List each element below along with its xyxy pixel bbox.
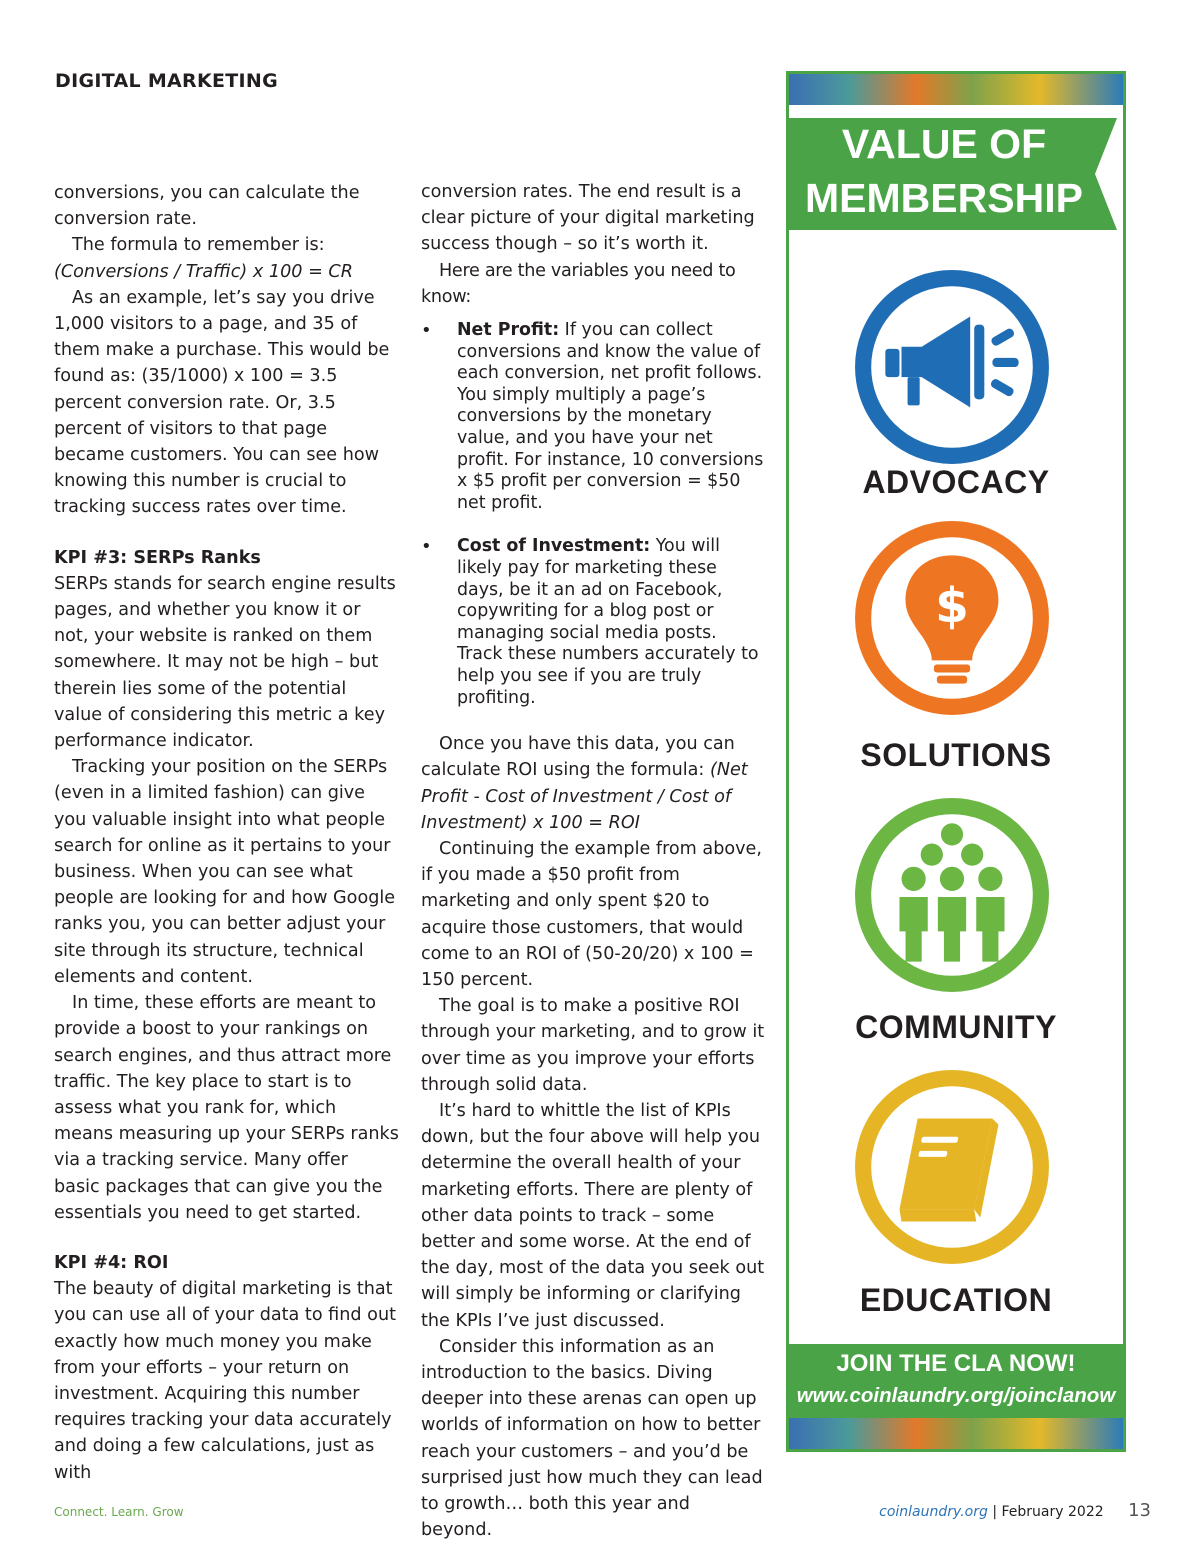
sidebar-title-line2: MEMBERSHIP [805,175,1083,221]
footer-issue: February 2022 [1001,1504,1104,1520]
paragraph: Here are the variables you need to know: [421,260,736,307]
sidebar-title-line1: VALUE OF [841,121,1047,167]
paragraph: conversion rates. The end result is a clear picture of your digital marketing success though – so it’s worth it. [421,182,755,255]
bullet-term: Cost of Investment: [457,536,651,557]
paragraph [421,731,766,836]
section-heading: DIGITAL MARKETING [55,70,278,92]
svg-text:$: $ [935,578,969,635]
bullet-term: Net Profit: [457,320,560,341]
rainbow-stripe-bottom [789,1418,1123,1449]
join-url-link[interactable]: www.coinlaundry.org/joinclanow [796,1384,1116,1407]
footer-site[interactable]: coinlaundry.org [879,1504,988,1520]
paragraph: It’s hard to whittle the list of KPIs down, but the four above will help you determine the overall health of your marketing efforts. There are plenty of other data points to track – some better and some worse. At the end of the day, most of the data you seek out will simply be informing or clarifying the KPIs I’ve just discussed. [421,1100,765,1331]
people-icon [851,794,1053,996]
community-label: COMMUNITY [855,1009,1057,1045]
paragraph: Consider this information as an introduction to the basics. Diving deeper into these arenas can open up worlds of information on how to better reach your customers – and you’d be surprised just how much they can lead to growth… both this year and beyond. [421,1336,763,1541]
page-number: 13 [1128,1500,1151,1521]
kpi4-heading: KPI #4: ROI [54,1252,169,1273]
paragraph: As an example, let’s say you drive 1,000 visitors to a page, and 35 of them make a purchase. This would be found as: (35/1000) x 100 = 3.5 percent conversion rate. Or, 3.5 percent of visitors to that page became customers. You can see how knowing this number is crucial to tracking success rates over time. [54,287,390,518]
footer-separator: | [992,1504,998,1520]
paragraph: The formula to remember is: [72,235,325,256]
bullet-text: If you can collect conversions and know the value of each conversion, net profit follows. You simply multiply a page’s conversions by the monetary value, and you have your net profit. For instance, 10 conversions x $5 profit per conversion = $50 net profit. [457,320,764,513]
education-label: EDUCATION [859,1282,1053,1318]
variables-list [421,320,766,709]
paragraph: The goal is to make a positive ROI through your marketing, and to grow it over time as you improve your efforts through solid data. [421,996,765,1095]
lightbulb-dollar-icon [851,517,1053,719]
rainbow-stripe-top [789,74,1123,105]
paragraph: conversions, you can calculate the conversion rate. [54,183,360,230]
article-column-2 [421,179,766,1543]
formula-cr: (Conversions / Traffic) x 100 = CR [54,261,353,282]
advocacy-label: ADVOCACY [862,464,1050,500]
list-item [421,536,766,709]
solutions-label: SOLUTIONS [860,737,1052,773]
membership-sidebar [786,71,1126,1452]
paragraph: Tracking your position on the SERPs (even in a limited fashion) can give you valuable insight into what people search for online as it pertains to your business. When you can see what people are looking for and how Google ranks you, you can better adjust your site through its structure, technical elements and content. [54,757,396,987]
list-item [421,320,766,514]
join-cta-panel[interactable] [789,1344,1123,1425]
footer-info [879,1500,1151,1521]
bullet-text: You will likely pay for marketing these days, be it an ad on Facebook, copywriting for a blog post or managing social media posts. Track these numbers accurately to help you see if you are truly profiting. [457,536,759,708]
paragraph: Continuing the example from above, if you made a $50 profit from marketing and only spent $20 to acquire those customers, that would come to an ROI of (50-20/20) x 100 = 150 percent. [421,838,762,990]
article-column-1 [54,180,399,1486]
book-icon [851,1066,1053,1268]
paragraph-text: Once you have this data, you can calculate ROI using the formula: [421,734,735,781]
kpi3-heading: KPI #3: SERPs Ranks [54,547,261,568]
join-cta-text[interactable]: JOIN THE CLA NOW! [836,1350,1076,1377]
formula-roi: (Net Profit - Cost of Investment / Cost of Investment) x 100 = ROI [421,760,748,833]
paragraph: The beauty of digital marketing is that you can use all of your data to find out exactly how much money you make from your efforts – your return on investment. Acquiring this number requires tracking your data accurately and doing a few calculations, just as with [54,1279,396,1483]
megaphone-icon [851,266,1053,468]
footer-tagline: Connect. Learn. Grow [54,1505,184,1519]
paragraph: In time, these efforts are meant to provide a boost to your rankings on search engines, and thus attract more traffic. The key place to start is to assess what you rank for, which means measuring up your SERPs ranks via a tracking service. Many offer basic packages that can give you the essentials you need to get started. [54,993,399,1223]
paragraph: SERPs stands for search engine results pages, and whether you know it or not, your website is ranked on them somewhere. It may not be high – but therein lies some of the potential value of considering this metric a key performance indicator. [54,573,396,752]
